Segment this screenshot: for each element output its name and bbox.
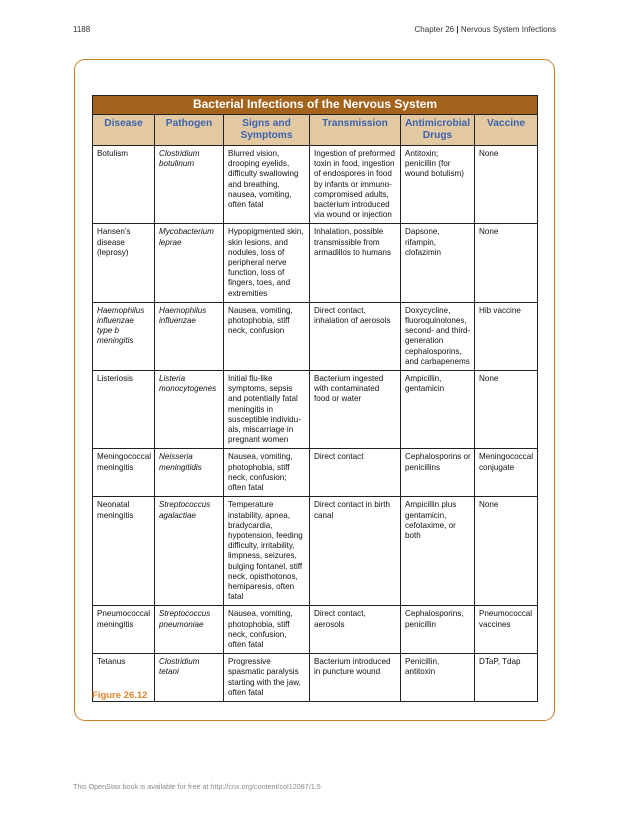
- pathogen-cell: Clostridium botulinum: [155, 146, 224, 224]
- table-row: [93, 224, 538, 302]
- drugs-cell: Ampicillin plus gentamicin, cefotaxime, or both: [401, 497, 475, 606]
- drugs-cell: Penicillin, antitoxin: [401, 654, 475, 702]
- vaccine-cell: Pneumococcal vaccines: [475, 606, 538, 654]
- transmission-cell: Bacterium introduced in puncture wound: [310, 654, 401, 702]
- pathogen-cell: Streptococcus agalactiae: [155, 497, 224, 606]
- disease-cell: Neonatal meningitis: [93, 497, 155, 606]
- vaccine-cell: DTaP, Tdap: [475, 654, 538, 702]
- drugs-cell: Cephalosporins, penicillin: [401, 606, 475, 654]
- transmission-cell: Direct contact, inhalation of aerosols: [310, 302, 401, 370]
- drugs-cell: Ampicillin, gentamicin: [401, 371, 475, 449]
- section-label: Nervous System Infections: [460, 25, 556, 34]
- column-header: Transmission: [310, 115, 401, 146]
- vaccine-cell: Meningococcal conjugate: [475, 449, 538, 497]
- pathogen-cell: Mycobacterium leprae: [155, 224, 224, 302]
- table-row: [93, 449, 538, 497]
- infections-table-container: [92, 95, 537, 702]
- page-footer: This OpenStax book is available for free at http://cnx.org/content/col12087/1.5: [73, 782, 321, 791]
- pathogen-cell: Haemophilus influenzae: [155, 302, 224, 370]
- drugs-cell: Antitoxin; penicillin (for wound botulism): [401, 146, 475, 224]
- table-title: Bacterial Infections of the Nervous System: [93, 96, 538, 115]
- table-row: [93, 371, 538, 449]
- column-header: Signs and Symptoms: [224, 115, 310, 146]
- symptoms-cell: Nausea, vomiting, photophobia, stiff neck, confusion, often fatal: [224, 606, 310, 654]
- drugs-cell: Dapsone, rifampin, clofazimin: [401, 224, 475, 302]
- vaccine-cell: None: [475, 371, 538, 449]
- vaccine-cell: None: [475, 224, 538, 302]
- vaccine-cell: Hib vaccine: [475, 302, 538, 370]
- symptoms-cell: Nausea, vomiting, photophobia, stiff neck, confusion: [224, 302, 310, 370]
- disease-genus: Haemophilus influenzae type b meningitis: [97, 305, 145, 346]
- pathogen-cell: Listeria monocytogenes: [155, 371, 224, 449]
- pathogen-cell: Streptococcus pneumoniae: [155, 606, 224, 654]
- table-row: [93, 497, 538, 606]
- column-header: Vaccine: [475, 115, 538, 146]
- transmission-cell: Bacterium ingested with contaminated food or water: [310, 371, 401, 449]
- pathogen-cell: Neisseria meningitidis: [155, 449, 224, 497]
- table-row: [93, 606, 538, 654]
- disease-cell: Pneumococcal meningitis: [93, 606, 155, 654]
- table-header-row: [93, 115, 538, 146]
- drugs-cell: Doxycycline, fluoroquinolones, second- and third-generation cephalosporins, and carbapenems: [401, 302, 475, 370]
- infections-table: [92, 95, 538, 702]
- symptoms-cell: Blurred vision, drooping eyelids, difficulty swallowing and breathing, nausea, vomiting, often fatal: [224, 146, 310, 224]
- pathogen-cell: Clostridium tetani: [155, 654, 224, 702]
- chapter-label: Chapter 26: [414, 25, 455, 34]
- disease-cell: Hansen’s disease (leprosy): [93, 224, 155, 302]
- transmission-cell: Ingestion of preformed toxin in food, ingestion of endospores in food by infants or immuno-compromised adults, bacterium introduced via wound or injection: [310, 146, 401, 224]
- transmission-cell: Direct contact: [310, 449, 401, 497]
- disease-cell: Botulism: [93, 146, 155, 224]
- column-header: Antimicrobial Drugs: [401, 115, 475, 146]
- transmission-cell: Direct contact, aerosols: [310, 606, 401, 654]
- symptoms-cell: Hypopigmented skin, skin lesions, and nodules, loss of peripheral nerve function, loss of fingers, toes, and extremities: [224, 224, 310, 302]
- vaccine-cell: None: [475, 497, 538, 606]
- symptoms-cell: Initial flu-like symptoms, sepsis and potentially fatal meningitis in susceptible individu-als, miscarriage in pregnant women: [224, 371, 310, 449]
- running-header: [415, 25, 556, 34]
- column-header: Pathogen: [155, 115, 224, 146]
- transmission-cell: Inhalation, possible transmissible from armadillos to humans: [310, 224, 401, 302]
- table-title-row: [93, 96, 538, 115]
- table-row: [93, 146, 538, 224]
- table-row: [93, 302, 538, 370]
- header-separator: |: [456, 25, 459, 34]
- disease-cell: Meningococcal meningitis: [93, 449, 155, 497]
- figure-caption: Figure 26.12: [92, 690, 148, 701]
- transmission-cell: Direct contact in birth canal: [310, 497, 401, 606]
- vaccine-cell: None: [475, 146, 538, 224]
- table-row: [93, 654, 538, 702]
- column-header: Disease: [93, 115, 155, 146]
- symptoms-cell: Temperature instability, apnea, bradycardia, hypotension, feeding difficulty, irritability, limpness, seizures, bulging fontanel, stiff neck, opisthotonos, hemiparesis, often fatal: [224, 497, 310, 606]
- drugs-cell: Cephalosporins or penicillins: [401, 449, 475, 497]
- disease-cell: Listeriosis: [93, 371, 155, 449]
- symptoms-cell: Nausea, vomiting, photophobia, stiff neck, confusion; often fatal: [224, 449, 310, 497]
- disease-cell: Tetanus: [93, 654, 155, 702]
- page-number: 1188: [73, 25, 91, 34]
- symptoms-cell: Progressive spasmatic paralysis starting with the jaw, often fatal: [224, 654, 310, 702]
- disease-cell: [93, 302, 155, 370]
